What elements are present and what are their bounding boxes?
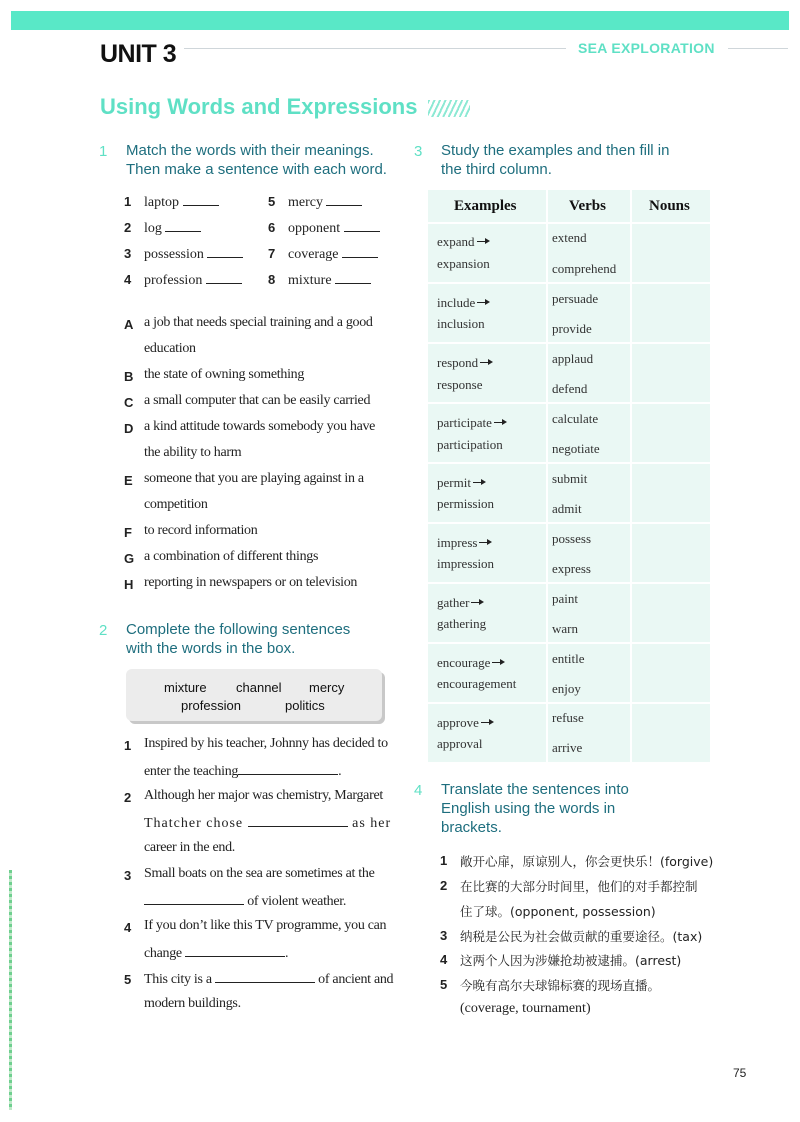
answer-blank[interactable] xyxy=(344,219,380,232)
ex1-title: Match the words with their meanings. Then make a sentence with each word. xyxy=(126,142,387,178)
answer-blank[interactable] xyxy=(185,944,285,957)
col-header-nouns: Nouns xyxy=(649,198,690,214)
ex2-number: 2 xyxy=(99,622,108,639)
title-hatch-decoration xyxy=(428,100,470,117)
answer-blank[interactable] xyxy=(342,245,378,258)
answer-blank[interactable] xyxy=(165,219,201,232)
column-separator xyxy=(546,190,548,762)
answer-blank[interactable] xyxy=(206,271,242,284)
col-header-verbs: Verbs xyxy=(569,198,606,214)
header-rule-left xyxy=(184,48,566,49)
arrow-icon xyxy=(494,422,504,423)
margin-decoration xyxy=(9,870,12,1110)
row-separator xyxy=(428,702,710,704)
arrow-icon xyxy=(471,602,481,603)
unit-label: UNIT 3 xyxy=(100,40,177,68)
arrow-icon xyxy=(477,241,487,242)
page-number: 75 xyxy=(733,1066,747,1080)
header-rule-right xyxy=(728,48,788,49)
row-separator xyxy=(428,582,710,584)
section-title: Using Words and Expressions xyxy=(100,94,418,119)
word-box: mixture channel mercy profession politics xyxy=(126,669,382,721)
answer-blank[interactable] xyxy=(215,970,315,983)
ex1-number: 1 xyxy=(99,143,108,160)
row-separator xyxy=(428,282,710,284)
top-color-bar xyxy=(11,11,789,30)
arrow-icon xyxy=(473,482,483,483)
answer-blank[interactable] xyxy=(207,245,243,258)
arrow-icon xyxy=(481,722,491,723)
answer-blank[interactable] xyxy=(248,814,348,827)
arrow-icon xyxy=(480,362,490,363)
ex3-title: Study the examples and then fill in the third column. xyxy=(441,142,670,178)
answer-blank[interactable] xyxy=(144,892,244,905)
answer-blank[interactable] xyxy=(183,193,219,206)
running-title: SEA EXPLORATION xyxy=(578,40,715,56)
answer-blank[interactable] xyxy=(335,271,371,284)
arrow-icon xyxy=(492,662,502,663)
row-separator xyxy=(428,522,710,524)
column-separator xyxy=(630,190,632,762)
ex2-title: Complete the following sentences with the words in the box. xyxy=(126,621,351,657)
row-separator xyxy=(428,462,710,464)
row-separator xyxy=(428,402,710,404)
arrow-icon xyxy=(477,302,487,303)
ex3-number: 3 xyxy=(414,143,423,160)
ex4-title: Translate the sentences into English using the words in brackets. xyxy=(441,781,629,836)
arrow-icon xyxy=(479,542,489,543)
ex4-number: 4 xyxy=(414,782,423,799)
answer-blank[interactable] xyxy=(238,762,338,775)
header-separator xyxy=(428,222,710,224)
row-separator xyxy=(428,642,710,644)
answer-blank[interactable] xyxy=(326,193,362,206)
row-separator xyxy=(428,342,710,344)
col-header-examples: Examples xyxy=(454,198,517,214)
